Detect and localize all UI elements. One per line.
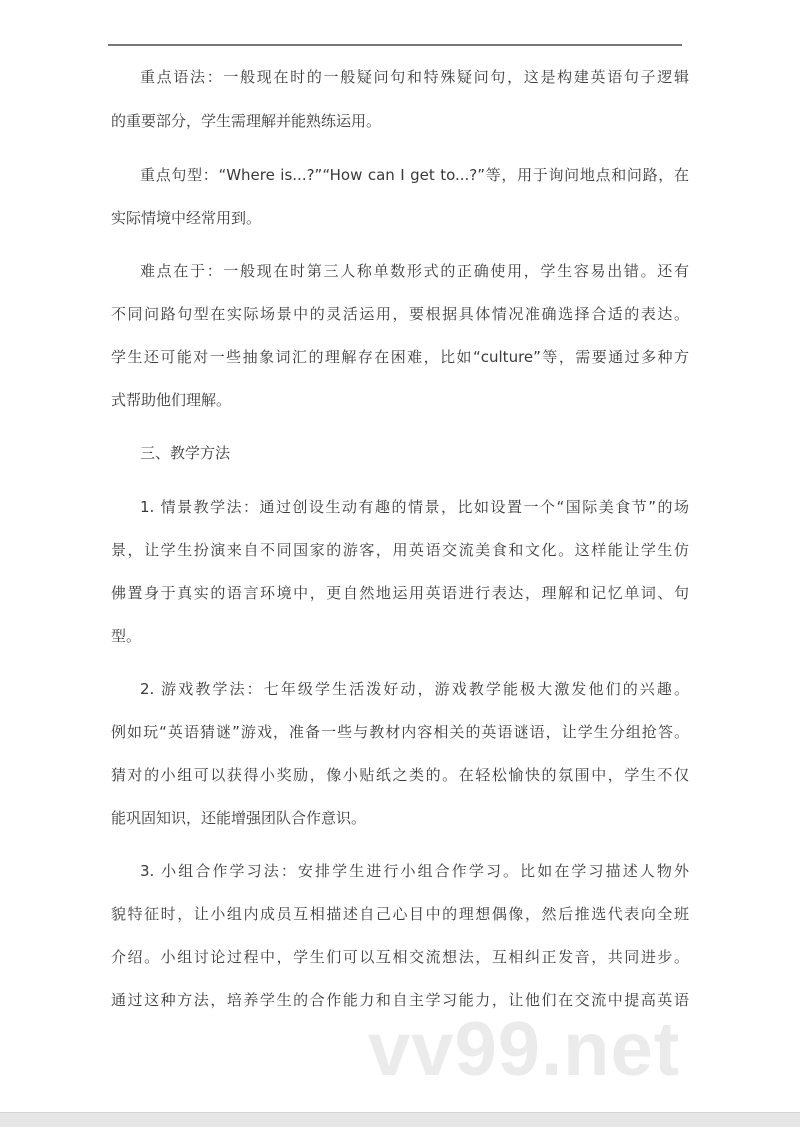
text-line: 型。: [111, 627, 142, 645]
header-rule: [108, 44, 682, 46]
text-line: 通过这种方法，培养学生的合作能力和自主学习能力，让他们在交流中提高英语: [111, 991, 689, 1009]
text-line: 例如玩“英语猜谜”游戏，准备一些与教材内容相关的英语谜语，让学生分组抢答。: [111, 723, 689, 741]
text-line: 貌特征时，让小组内成员互相描述自己心目中的理想偶像，然后推选代表向全班: [111, 905, 689, 923]
text-line: 难点在于：一般现在时第三人称单数形式的正确使用，学生容易出错。还有: [140, 262, 689, 280]
text-line: 佛置身于真实的语言环境中，更自然地运用英语进行表达，理解和记忆单词、句: [111, 584, 689, 602]
text-line: 不同问路句型在实际场景中的灵活运用，要根据具体情况准确选择合适的表达。: [111, 305, 689, 323]
text-line: 式帮助他们理解。: [111, 391, 232, 409]
section-heading: 三、教学方法: [140, 444, 231, 462]
text-line: 1. 情景教学法：通过创设生动有趣的情景，比如设置一个“国际美食节”的场: [140, 498, 689, 516]
text-line: 学生还可能对一些抽象词汇的理解存在困难，比如“culture”等，需要通过多种方: [111, 348, 689, 366]
text-line: 能巩固知识，还能增强团队合作意识。: [111, 809, 367, 827]
text-line: 3. 小组合作学习法：安排学生进行小组合作学习。比如在学习描述人物外: [140, 862, 689, 880]
text-line: 2. 游戏教学法：七年级学生活泼好动，游戏教学能极大激发他们的兴趣。: [140, 680, 689, 698]
next-page: [0, 1127, 800, 1137]
text-line: 的重要部分，学生需理解并能熟练运用。: [111, 112, 382, 130]
text-line: 介绍。小组讨论过程中，学生们可以互相交流想法，互相纠正发音，共同进步。: [111, 948, 689, 966]
text-line: 重点句型：“Where is...?”“How can I get to...?”等，用于询问地点和问路，在: [140, 166, 689, 184]
watermark: vv99.net: [368, 1007, 681, 1092]
text-line: 重点语法：一般现在时的一般疑问句和特殊疑问句，这是构建英语句子逻辑: [140, 68, 689, 86]
text-line: 猜对的小组可以获得小奖励，像小贴纸之类的。在轻松愉快的氛围中，学生不仅: [111, 766, 689, 784]
text-line: 实际情境中经常用到。: [111, 209, 262, 227]
page-gap: [0, 1112, 800, 1128]
text-line: 景，让学生扮演来自不同国家的游客，用英语交流美食和文化。这样能让学生仿: [111, 541, 689, 559]
